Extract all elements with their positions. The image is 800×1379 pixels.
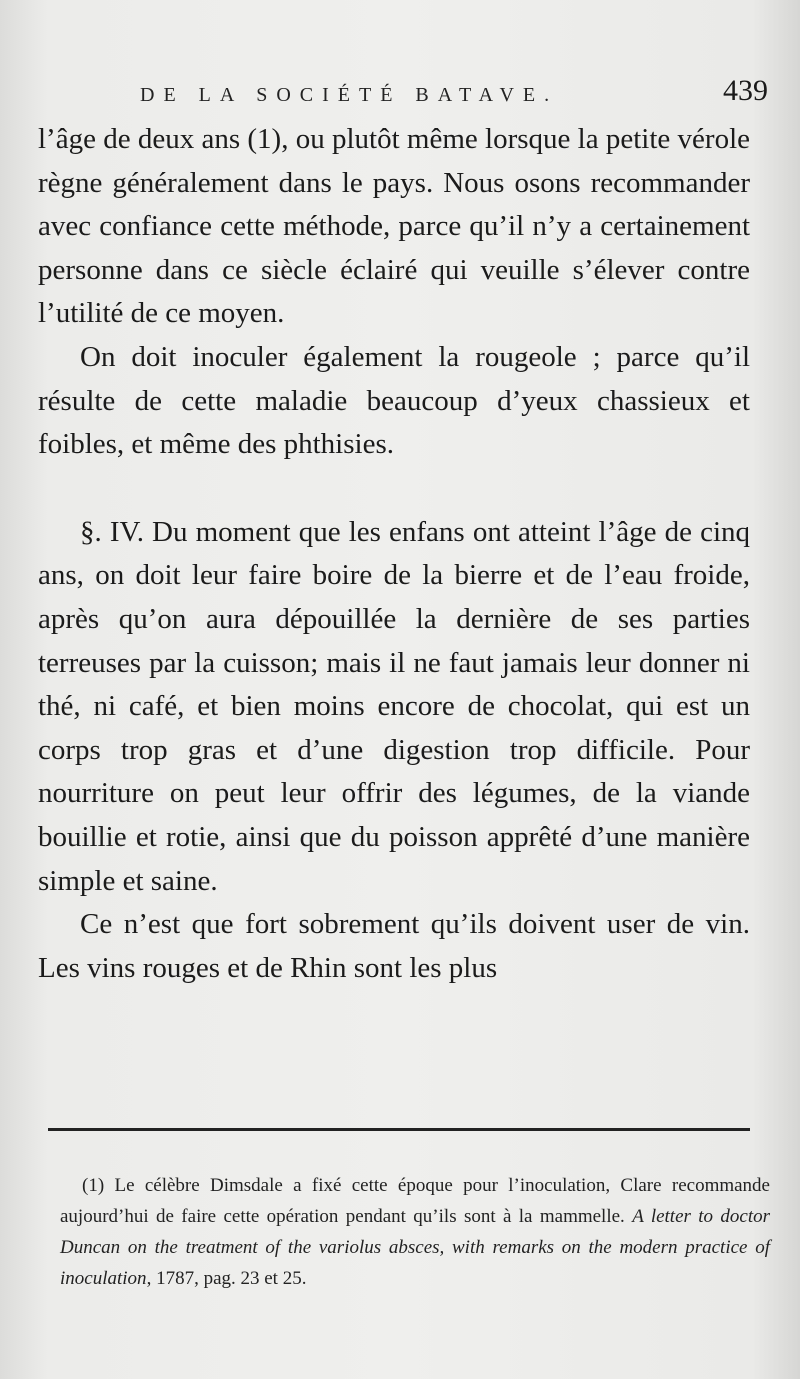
- running-head: [0, 74, 800, 118]
- paragraph-vin: Ce n’est que fort sobrement qu’ils doivent user de vin. Les vins rouges et de Rhin sont les plus: [38, 908, 750, 984]
- footnote-text-wrapper: [60, 1170, 770, 1294]
- footnote-citation-tail: , 1787, pag. 23 et 25.: [146, 1268, 307, 1289]
- footnote: [60, 1170, 770, 1294]
- footnote-citation: A letter to doctor Duncan on the treatment of the variolus absces, with remarks on the modern practice of inoculation: [60, 1206, 771, 1289]
- paragraph-continuation: l’âge de deux ans (1), ou plutôt même lorsque la petite vérole règne généralement dans le pays. Nous osons recommander avec confiance cette méthode, parce qu’il n’y a certainement personne dans ce siècle éclairé qui veuille s’élever contre l’utilité de ce moyen.: [38, 123, 750, 330]
- page-number: 439: [723, 74, 768, 107]
- paragraph-section-iv: §. IV. Du moment que les enfans ont atteint l’âge de cinq ans, on doit leur faire boire de la bierre et de l’eau froide, après qu’on aura dépouillée la dernière de ses parties terreuses par la cuisson; mais il ne faut jamais leur donner ni thé, ni café, et bien moins encore de chocolat, qui est un corps trop gras et d’une digestion trop difficile. Pour nourriture on peut leur offrir des légumes, de la viande bouillie et rotie, ainsi que du poisson apprêté d’une manière simple et saine.: [38, 515, 750, 897]
- footnote-rule: [48, 1128, 750, 1131]
- paragraph-rougeole: On doit inoculer également la rougeole ; parce qu’il résulte de cette maladie beaucoup d’yeux chassieux et foibles, et même des phthisies.: [38, 340, 750, 461]
- footnote-text: (1) Le célèbre Dimsdale a fixé cette époque pour l’inoculation, Clare recommande aujourd’hui de faire cette opération pendant qu’ils sont à la mammelle.: [60, 1175, 770, 1227]
- body-text: [38, 118, 750, 990]
- running-title: DE LA SOCIÉTÉ BATAVE.: [140, 84, 559, 106]
